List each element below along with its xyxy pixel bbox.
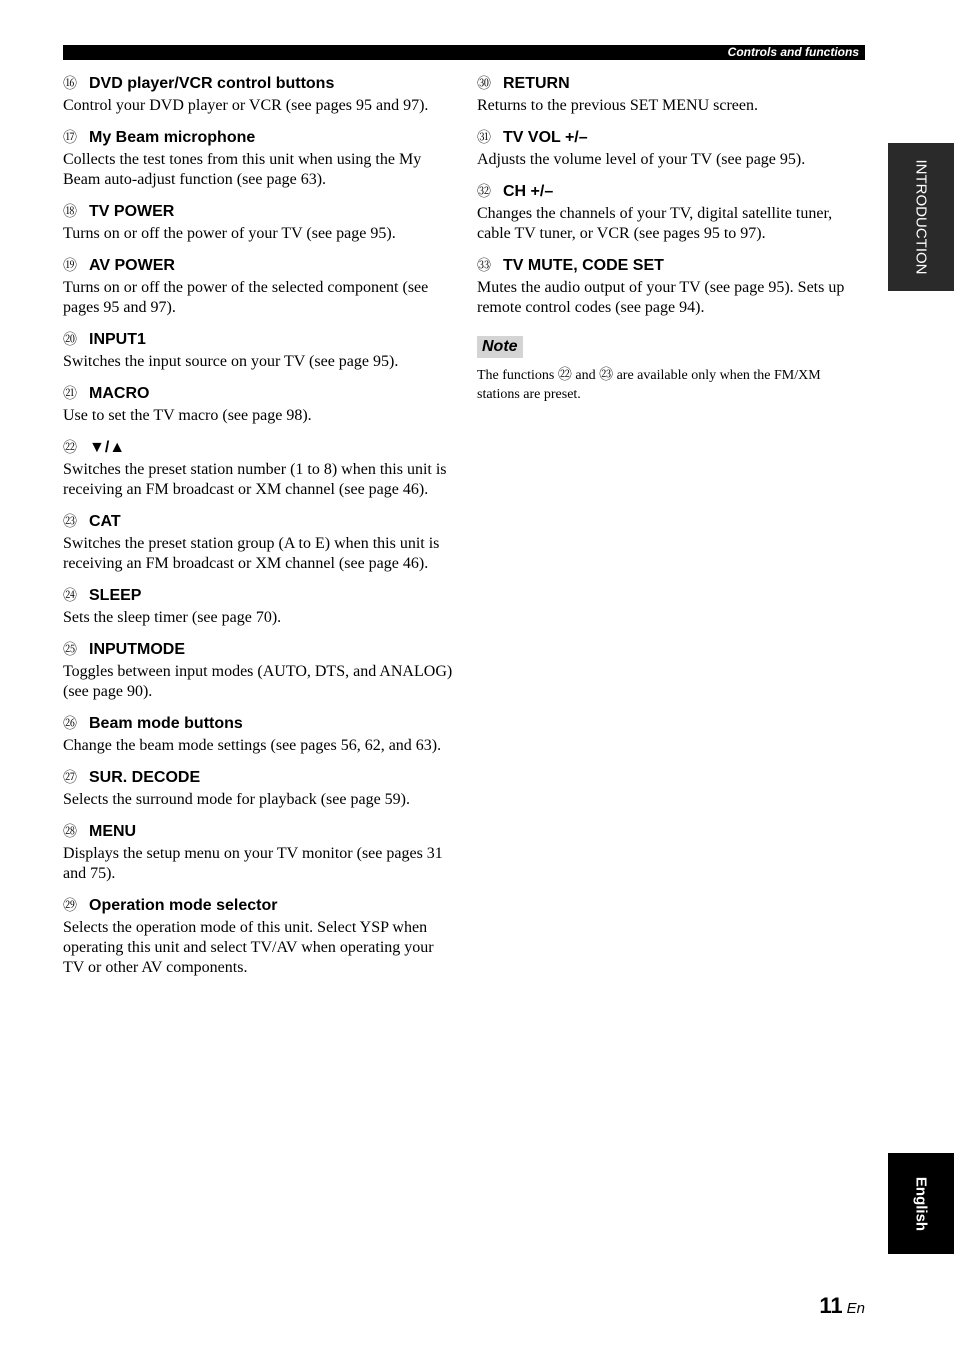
item-title: TV MUTE, CODE SET bbox=[503, 257, 664, 274]
note-text: The functions ㉒ and ㉓ are available only when the FM/XM stations are preset. bbox=[477, 368, 821, 402]
item-number: ㉙ bbox=[63, 898, 77, 914]
item-27 bbox=[63, 768, 453, 810]
item-title: DVD player/VCR control buttons bbox=[89, 75, 335, 92]
item-number: ⑯ bbox=[63, 76, 77, 92]
item-title: MACRO bbox=[89, 385, 150, 402]
item-number: ㉖ bbox=[63, 716, 77, 732]
header-bar bbox=[63, 45, 865, 60]
item-body: Collects the test tones from this unit when using the My Beam auto-adjust function (see page 63). bbox=[63, 151, 422, 188]
item-31 bbox=[477, 128, 857, 170]
item-number: ㉛ bbox=[477, 130, 491, 146]
item-number: ㉑ bbox=[63, 386, 77, 402]
item-number: ㉒ bbox=[63, 440, 77, 456]
item-24 bbox=[63, 586, 453, 628]
language-tab-english bbox=[888, 1153, 954, 1254]
item-16 bbox=[63, 74, 453, 116]
item-title: CH +/– bbox=[503, 183, 554, 200]
item-body: Turns on or off the power of your TV (see page 95). bbox=[63, 225, 396, 242]
page-number bbox=[819, 1293, 865, 1319]
item-number: ⑰ bbox=[63, 130, 77, 146]
item-number: ㉓ bbox=[63, 514, 77, 530]
item-33 bbox=[477, 256, 857, 318]
item-title: My Beam microphone bbox=[89, 129, 256, 146]
item-title: INPUT1 bbox=[89, 331, 146, 348]
item-19 bbox=[63, 256, 453, 318]
item-body: Sets the sleep timer (see page 70). bbox=[63, 609, 282, 626]
item-22 bbox=[63, 438, 453, 500]
item-title: AV POWER bbox=[89, 257, 175, 274]
item-number: ㉗ bbox=[63, 770, 77, 786]
item-title: TV POWER bbox=[89, 203, 175, 220]
item-title: TV VOL +/– bbox=[503, 129, 588, 146]
section-tab-label: INTRODUCTION bbox=[912, 159, 930, 275]
item-21 bbox=[63, 384, 453, 426]
item-number: ⑲ bbox=[63, 258, 77, 274]
item-number: ㉚ bbox=[477, 76, 491, 92]
item-body: Returns to the previous SET MENU screen. bbox=[477, 97, 758, 114]
item-25 bbox=[63, 640, 453, 702]
item-20 bbox=[63, 330, 453, 372]
item-title: Beam mode buttons bbox=[89, 715, 243, 732]
item-body: Changes the channels of your TV, digital satellite tuner, cable TV tuner, or VCR (see pages 95 to 97). bbox=[477, 205, 833, 242]
item-body: Toggles between input modes (AUTO, DTS, and ANALOG) (see page 90). bbox=[63, 663, 453, 700]
item-title: SUR. DECODE bbox=[89, 769, 201, 786]
item-30 bbox=[477, 74, 857, 116]
item-number: ㉜ bbox=[477, 184, 491, 200]
item-title: RETURN bbox=[503, 75, 570, 92]
item-number: ㉘ bbox=[63, 824, 77, 840]
item-18 bbox=[63, 202, 453, 244]
page-number-value: 11 bbox=[819, 1293, 843, 1318]
item-body: Change the beam mode settings (see pages 56, 62, and 63). bbox=[63, 737, 442, 754]
item-body: Use to set the TV macro (see page 98). bbox=[63, 407, 312, 424]
item-title: INPUTMODE bbox=[89, 641, 185, 658]
item-title: ▼/▲ bbox=[89, 439, 126, 456]
note-label: Note bbox=[477, 336, 523, 358]
item-title: Operation mode selector bbox=[89, 897, 278, 914]
item-number: ㉕ bbox=[63, 642, 77, 658]
item-body: Selects the surround mode for playback (see page 59). bbox=[63, 791, 410, 808]
item-body: Control your DVD player or VCR (see pages 95 and 97). bbox=[63, 97, 429, 114]
item-number: ㉔ bbox=[63, 588, 77, 604]
item-title: SLEEP bbox=[89, 587, 142, 604]
item-body: Displays the setup menu on your TV monitor (see pages 31 and 75). bbox=[63, 845, 443, 882]
item-body: Mutes the audio output of your TV (see page 95). Sets up remote control codes (see page 94). bbox=[477, 279, 845, 316]
item-body: Adjusts the volume level of your TV (see page 95). bbox=[477, 151, 806, 168]
header-title: Controls and functions bbox=[727, 45, 859, 59]
page-language: En bbox=[846, 1300, 865, 1317]
item-body: Switches the preset station number (1 to 8) when this unit is receiving an FM broadcast or XM channel (see page 46). bbox=[63, 461, 447, 498]
left-column bbox=[63, 74, 453, 990]
item-number: ⑱ bbox=[63, 204, 77, 220]
item-title: CAT bbox=[89, 513, 121, 530]
item-body: Switches the input source on your TV (see page 95). bbox=[63, 353, 399, 370]
item-number: ㉝ bbox=[477, 258, 491, 274]
item-26 bbox=[63, 714, 453, 756]
item-29 bbox=[63, 896, 453, 978]
right-column bbox=[477, 74, 857, 404]
item-body: Switches the preset station group (A to E) when this unit is receiving an FM broadcast or XM channel (see page 46). bbox=[63, 535, 440, 572]
item-title: MENU bbox=[89, 823, 137, 840]
item-32 bbox=[477, 182, 857, 244]
item-28 bbox=[63, 822, 453, 884]
item-body: Selects the operation mode of this unit. Select YSP when operating this unit and select TV/AV when operating your TV or other AV components. bbox=[63, 919, 434, 976]
language-tab-label: English bbox=[912, 1176, 930, 1231]
item-17 bbox=[63, 128, 453, 190]
section-tab-introduction bbox=[888, 143, 954, 291]
item-number: ⑳ bbox=[63, 332, 77, 348]
item-23 bbox=[63, 512, 453, 574]
item-body: Turns on or off the power of the selected component (see pages 95 and 97). bbox=[63, 279, 429, 316]
